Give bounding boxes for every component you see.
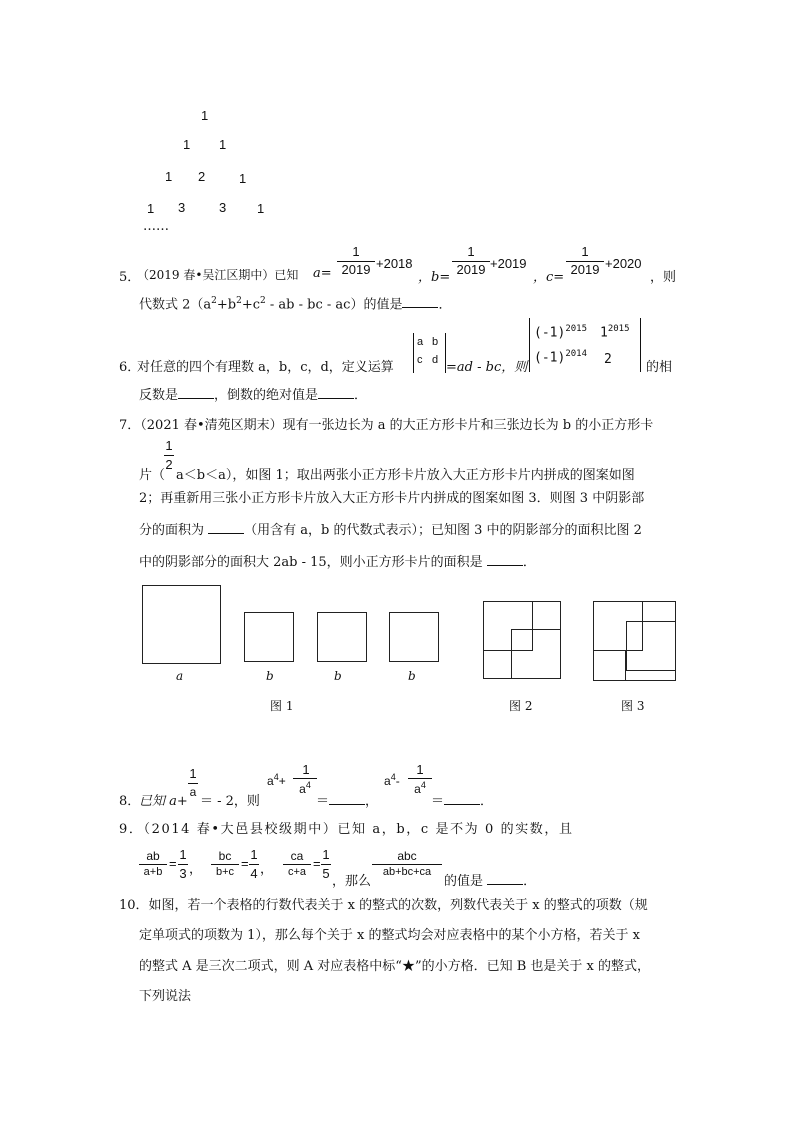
q6-m-a: a bbox=[417, 336, 424, 348]
q9-f3-bar bbox=[283, 864, 311, 865]
q9-f3-den: c+a bbox=[287, 866, 307, 878]
q6-number: 6． bbox=[119, 360, 141, 375]
q5-a-tail: +2018 bbox=[376, 256, 413, 271]
q6-m2-12: $1^{2015}$ bbox=[600, 324, 630, 341]
q9-f2-num: bc bbox=[218, 849, 232, 863]
q5-a-frac-den: 2019 bbox=[341, 262, 371, 277]
fig3-small-square-3 bbox=[593, 651, 626, 681]
q7-line3: 2；再重新用三张小正方形卡片放入大正方形卡片内拼成的图案如图 3．则图 3 中阴影部 bbox=[139, 491, 645, 506]
q6-text2: =ad - bc，则 bbox=[446, 360, 528, 375]
tri-r2-2: 1 bbox=[219, 137, 227, 152]
fig3-caption: 图 3 bbox=[621, 699, 645, 713]
q8-f-num: 1 bbox=[189, 766, 197, 781]
q9-f3-val-bar bbox=[321, 864, 331, 865]
q9-f3-num: ca bbox=[290, 849, 304, 863]
q5-end1: ，则 bbox=[650, 270, 677, 285]
q6-text3: 的相 bbox=[646, 360, 673, 375]
fig1-caption: 图 1 bbox=[270, 699, 294, 713]
q9-f3-val-num: 1 bbox=[322, 847, 330, 862]
q5-a-eq: a= bbox=[313, 266, 332, 281]
q5-a-frac-num: 1 bbox=[352, 244, 360, 259]
q5-b-tail: +2019 bbox=[490, 256, 527, 271]
q5-b-frac-num: 1 bbox=[467, 244, 475, 259]
q5-b-frac-den: 2019 bbox=[456, 262, 486, 277]
q9-eq2: = bbox=[241, 856, 249, 871]
q9-f4-den: ab+bc+ca bbox=[382, 866, 432, 878]
tri-r4-4: 1 bbox=[257, 201, 265, 216]
q9-f1-val-bar bbox=[178, 864, 188, 865]
q10-line4: 下列说法 bbox=[139, 989, 192, 1004]
q7-line2a: 片（ bbox=[139, 468, 166, 483]
q10-line2: 定单项式的项数为 1），那么每个关于 x 的整式均会对应表格中的某个小方格，若关于 x bbox=[139, 928, 640, 943]
q7-line1: 7．（2021 春•清苑区期末）现有一张边长为 a 的大正方形卡片和三张边长为 b 的小正方形卡 bbox=[119, 418, 654, 433]
q9-f3-val-den: 5 bbox=[322, 866, 330, 881]
small-square-b1 bbox=[244, 612, 294, 662]
q7-blank2 bbox=[487, 553, 523, 566]
tri-r4-2: 3 bbox=[178, 200, 186, 215]
q6-m2-22: 2 bbox=[604, 352, 612, 367]
q8-e2: $a^4-$ bbox=[384, 772, 400, 788]
q9-f2-val-num: 1 bbox=[250, 847, 258, 862]
q8-f-den: a bbox=[189, 785, 197, 799]
q9-f1-val-num: 1 bbox=[179, 847, 187, 862]
q7-half-bar bbox=[164, 455, 174, 456]
q9-f1-den: a+b bbox=[143, 866, 163, 878]
q8-blank1 bbox=[329, 792, 365, 805]
q9-f1-bar bbox=[139, 864, 167, 865]
small-square-b3 bbox=[389, 612, 439, 662]
q9-f2-bar bbox=[211, 864, 239, 865]
fig3-small-square-2 bbox=[626, 621, 676, 671]
q6-m2-21: $(-1)^{2014}$ bbox=[534, 349, 587, 366]
q8-e1-bar bbox=[293, 778, 317, 779]
q9-line1: 9．（2014 春•大邑县校级期中）已知 a，b，c 是不为 0 的实数，且 bbox=[119, 822, 574, 837]
q9-eq3: = bbox=[313, 856, 321, 871]
q7-line2b: a＜b＜a），如图 1；取出两张小正方形卡片放入大正方形卡片内拼成的图案如图 bbox=[176, 468, 635, 483]
q8-text1: 已知 a+ bbox=[139, 794, 188, 809]
q8-e1: $a^4+$ bbox=[267, 772, 286, 788]
tri-r2-1: 1 bbox=[183, 137, 191, 152]
fig2-caption: 图 2 bbox=[509, 699, 533, 713]
tri-r1-1: 1 bbox=[201, 108, 209, 123]
q9-f2-val-den: 4 bbox=[250, 866, 258, 881]
q7-half-den: 2 bbox=[165, 457, 173, 472]
fig2-small-square-2 bbox=[511, 629, 561, 679]
q8-e2-den: $a^4$ bbox=[414, 780, 426, 796]
q5-c-frac-den: 2019 bbox=[570, 262, 600, 277]
q10-line1: 10．如图，若一个表格的行数代表关于 x 的整式的次数，列数代表关于 x 的整式的项数（规 bbox=[119, 898, 648, 913]
small-square-b2 bbox=[317, 612, 367, 662]
q8-blank2 bbox=[444, 792, 480, 805]
big-square-a bbox=[142, 585, 221, 664]
q8-e1-num: 1 bbox=[302, 762, 310, 777]
q10-line3: 的整式 A 是三次二项式，则 A 对应表格中标“★”的小方格．已知 B 也是关于 x 的整式， bbox=[139, 959, 651, 974]
label-b2: b bbox=[334, 669, 342, 683]
q6-det2-left bbox=[529, 318, 530, 372]
q5-blank bbox=[402, 295, 438, 308]
tri-ellipsis: …… bbox=[143, 219, 169, 234]
q6-m-c: c bbox=[417, 354, 423, 366]
label-b1: b bbox=[266, 669, 274, 683]
q6-m-d: d bbox=[432, 354, 439, 366]
q8-number: 8． bbox=[119, 794, 141, 809]
q9-blank bbox=[487, 872, 523, 885]
q5-line2: 代数式 $2(a^2+b^2+c^2$ - ab - bc - ac）的值是 ． bbox=[139, 296, 452, 313]
q6-m-b: b bbox=[432, 336, 439, 348]
q7-blank1 bbox=[208, 521, 244, 534]
q8-e2-num: 1 bbox=[416, 762, 424, 777]
q8-e2-bar bbox=[408, 778, 432, 779]
q8-text2: ＝ - 2，则 bbox=[200, 794, 260, 809]
q9-f1-val-den: 3 bbox=[179, 866, 187, 881]
q9-eq1: = bbox=[169, 856, 177, 871]
q9-f2-val-bar bbox=[249, 864, 259, 865]
q5-c-eq: ，c= bbox=[533, 270, 565, 285]
q6-blank1 bbox=[178, 386, 214, 399]
q7-line5: 中的阴影部分的面积大 2ab - 15，则小正方形卡片的面积是 ． bbox=[139, 555, 536, 570]
q6-det2-right bbox=[640, 318, 641, 372]
q5-c-tail: +2020 bbox=[605, 256, 642, 271]
q9-f4-bar bbox=[372, 864, 442, 865]
q9-then: ，那么 bbox=[332, 874, 372, 889]
q9-f2-den: b+c bbox=[215, 866, 235, 878]
q9-f1-num: ab bbox=[146, 849, 160, 863]
q7-half-num: 1 bbox=[165, 438, 173, 453]
q8-f-bar bbox=[188, 783, 198, 784]
q6-text1: 对任意的四个有理数 a，b，c，d，定义运算 bbox=[137, 360, 394, 375]
q8-e1-den: $a^4$ bbox=[299, 780, 311, 796]
q5-c-frac-num: 1 bbox=[581, 244, 589, 259]
q5-source: （2019 春•吴江区期中）已知 bbox=[137, 268, 299, 282]
tri-r4-3: 3 bbox=[219, 200, 227, 215]
tri-r3-1: 1 bbox=[165, 169, 173, 184]
tri-r3-2: 2 bbox=[198, 169, 206, 184]
label-b3: b bbox=[408, 669, 416, 683]
q9-sep1: ， bbox=[189, 862, 203, 877]
q5-b-eq: ，b= bbox=[418, 270, 451, 285]
label-a: a bbox=[176, 669, 184, 683]
q6-line2: 反数是 ，倒数的绝对值是 ． bbox=[139, 388, 368, 403]
q5-number: 5． bbox=[119, 270, 141, 285]
q7-line4: 分的面积为 （用含有 a，b 的代数式表示）；已知图 3 中的阴影部分的面积比图 2 bbox=[139, 523, 642, 538]
q6-blank2 bbox=[318, 386, 354, 399]
q8-eq2: ＝ ． bbox=[431, 794, 494, 809]
tri-r3-3: 1 bbox=[239, 171, 247, 186]
q6-m2-11: $(-1)^{2015}$ bbox=[534, 324, 587, 341]
q9-f4-num: abc bbox=[397, 849, 417, 863]
tri-r4-1: 1 bbox=[147, 201, 155, 216]
q9-sep2: ， bbox=[260, 862, 274, 877]
q6-det-left bbox=[413, 333, 414, 373]
q8-eq1: ＝ ， bbox=[316, 794, 379, 809]
q9-end: 的值是 ． bbox=[444, 874, 537, 889]
